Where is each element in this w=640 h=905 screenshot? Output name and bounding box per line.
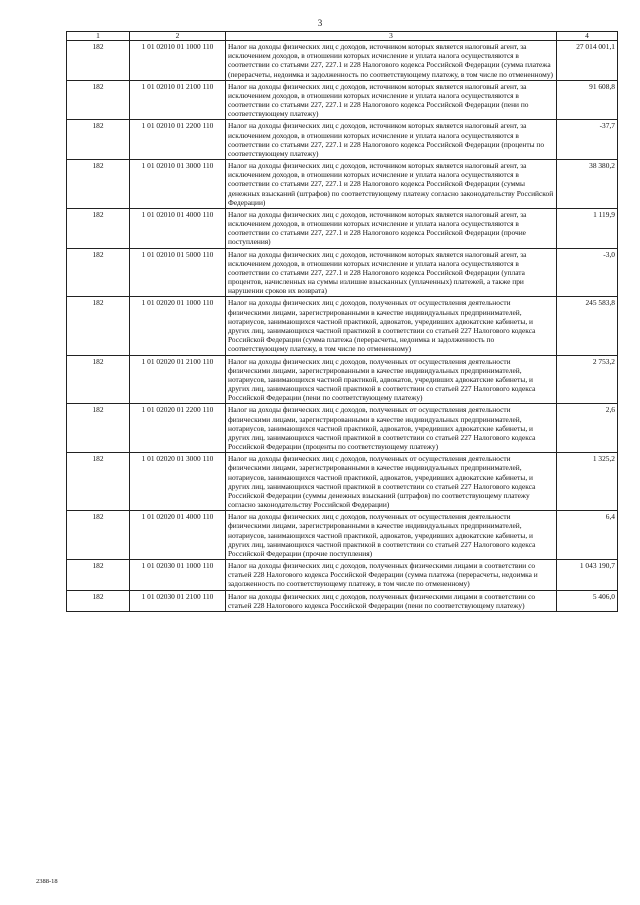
table-row <box>67 355 618 404</box>
table-row <box>67 453 618 511</box>
classification-code-cell: 1 01 02010 01 1000 110 <box>130 41 226 81</box>
document-code: 2388-18 <box>36 878 58 885</box>
table-row <box>67 511 618 560</box>
classification-code-cell: 1 01 02020 01 2200 110 <box>130 404 226 453</box>
revenue-description-cell: Налог на доходы физических лиц с доходов, источником которых является налоговый агент, за исключением доходов, в отношении которых исчисление и уплата налога осуществляются в соответствии со статьями 227, 227.1 и 228 Налогового кодекса Российской Федерации (уплата процентов, начисленных на суммы излишне взысканных (уплаченных) платежей, а также при нарушении сроков их возврата) <box>226 248 557 297</box>
revenue-description-cell: Налог на доходы физических лиц с доходов, источником которых является налоговый агент, за исключением доходов, в отношении которых исчисление и уплата налога осуществляются в соответствии со статьями 227, 227.1 и 228 Налогового кодекса Российской Федерации (проценты по соответствующему платежу) <box>226 120 557 160</box>
column-header-4: 4 <box>557 32 618 41</box>
amount-cell: 1 043 190,7 <box>557 560 618 591</box>
classification-code-cell: 1 01 02010 01 4000 110 <box>130 208 226 248</box>
revenue-table <box>66 31 618 612</box>
admin-code-cell: 182 <box>67 160 130 209</box>
table-row <box>67 297 618 355</box>
table-row <box>67 41 618 81</box>
admin-code-cell: 182 <box>67 297 130 355</box>
revenue-description-cell: Налог на доходы физических лиц с доходов, полученных от осуществления деятельности физическими лицами, зарегистрированными в качестве индивидуальных предпринимателей, нотариусов, занимающихся частной практикой, адвокатов, учредивших адвокатские кабинеты, и других лиц, занимающихся частной практикой в соответствии со статьей 227 Налогового кодекса Российской Федерации (пени по соответствующему платежу) <box>226 355 557 404</box>
classification-code-cell: 1 01 02020 01 3000 110 <box>130 453 226 511</box>
admin-code-cell: 182 <box>67 511 130 560</box>
admin-code-cell: 182 <box>67 560 130 591</box>
revenue-description-cell: Налог на доходы физических лиц с доходов, источником которых является налоговый агент, за исключением доходов, в отношении которых исчисление и уплата налога осуществляются в соответствии со статьями 227, 227.1 и 228 Налогового кодекса Российской Федерации (прочие поступления) <box>226 208 557 248</box>
table-row <box>67 404 618 453</box>
revenue-description-cell: Налог на доходы физических лиц с доходов, полученных физическими лицами в соответствии со статьей 228 Налогового кодекса Российской Федерации (сумма платежа (перерасчеты, недоимка и задолженность по соответствующему платежу, в том числе по отмененному) <box>226 560 557 591</box>
revenue-description-cell: Налог на доходы физических лиц с доходов, полученных физическими лицами в соответствии со статьей 228 Налогового кодекса Российской Федерации (пени по соответствующему платежу) <box>226 590 557 611</box>
classification-code-cell: 1 01 02010 01 3000 110 <box>130 160 226 209</box>
admin-code-cell: 182 <box>67 41 130 81</box>
amount-cell: 27 014 001,1 <box>557 41 618 81</box>
amount-cell: 91 608,8 <box>557 80 618 120</box>
revenue-description-cell: Налог на доходы физических лиц с доходов, источником которых является налоговый агент, за исключением доходов, в отношении которых исчисление и уплата налога осуществляются в соответствии со статьями 227, 227.1 и 228 Налогового кодекса Российской Федерации (суммы денежных взысканий (штрафов) по соответствующему платежу согласно законодательству Российской Федерации) <box>226 160 557 209</box>
admin-code-cell: 182 <box>67 590 130 611</box>
amount-cell: 1 325,2 <box>557 453 618 511</box>
revenue-description-cell: Налог на доходы физических лиц с доходов, источником которых является налоговый агент, за исключением доходов, в отношении которых исчисление и уплата налога осуществляются в соответствии со статьями 227, 227.1 и 228 Налогового кодекса Российской Федерации (сумма платежа (перерасчеты, недоимка и задолженность по соответствующему платежу, в том числе по отмененному) <box>226 41 557 81</box>
amount-cell: -37,7 <box>557 120 618 160</box>
admin-code-cell: 182 <box>67 453 130 511</box>
page-number: 3 <box>317 18 323 28</box>
admin-code-cell: 182 <box>67 248 130 297</box>
classification-code-cell: 1 01 02020 01 4000 110 <box>130 511 226 560</box>
amount-cell: 38 380,2 <box>557 160 618 209</box>
revenue-description-cell: Налог на доходы физических лиц с доходов, полученных от осуществления деятельности физическими лицами, зарегистрированными в качестве индивидуальных предпринимателей, нотариусов, занимающихся частной практикой, адвокатов, учредивших адвокатские кабинеты, и других лиц, занимающихся частной практикой в соответствии со статьей 227 Налогового кодекса Российской Федерации (прочие поступления) <box>226 511 557 560</box>
classification-code-cell: 1 01 02030 01 1000 110 <box>130 560 226 591</box>
column-header-1: 1 <box>67 32 130 41</box>
admin-code-cell: 182 <box>67 120 130 160</box>
table-row <box>67 248 618 297</box>
classification-code-cell: 1 01 02020 01 2100 110 <box>130 355 226 404</box>
amount-cell: 2,6 <box>557 404 618 453</box>
revenue-description-cell: Налог на доходы физических лиц с доходов, источником которых является налоговый агент, за исключением доходов, в отношении которых исчисление и уплата налога осуществляются в соответствии со статьями 227, 227.1 и 228 Налогового кодекса Российской Федерации (пени по соответствующему платежу) <box>226 80 557 120</box>
table-row <box>67 120 618 160</box>
revenue-description-cell: Налог на доходы физических лиц с доходов, полученных от осуществления деятельности физическими лицами, зарегистрированными в качестве индивидуальных предпринимателей, нотариусов, занимающихся частной практикой, адвокатов, учредивших адвокатские кабинеты, и других лиц, занимающихся частной практикой в соответствии со статьей 227 Налогового кодекса Российской Федерации (проценты по соответствующему платежу) <box>226 404 557 453</box>
amount-cell: 1 119,9 <box>557 208 618 248</box>
table-header-row <box>67 32 618 41</box>
amount-cell: 245 583,8 <box>557 297 618 355</box>
admin-code-cell: 182 <box>67 80 130 120</box>
admin-code-cell: 182 <box>67 404 130 453</box>
revenue-description-cell: Налог на доходы физических лиц с доходов, полученных от осуществления деятельности физическими лицами, зарегистрированными в качестве индивидуальных предпринимателей, нотариусов, занимающихся частной практикой, адвокатов, учредивших адвокатские кабинеты, и других лиц, занимающихся частной практикой в соответствии со статьей 227 Налогового кодекса Российской Федерации (сумма платежа (перерасчеты, недоимка и задолженность по соответствующему платежу, в том числе по отмененному) <box>226 297 557 355</box>
table-row <box>67 560 618 591</box>
table-row <box>67 590 618 611</box>
table-row <box>67 80 618 120</box>
table-row <box>67 160 618 209</box>
classification-code-cell: 1 01 02010 01 2200 110 <box>130 120 226 160</box>
classification-code-cell: 1 01 02010 01 5000 110 <box>130 248 226 297</box>
admin-code-cell: 182 <box>67 355 130 404</box>
revenue-description-cell: Налог на доходы физических лиц с доходов, полученных от осуществления деятельности физическими лицами, зарегистрированными в качестве индивидуальных предпринимателей, нотариусов, занимающихся частной практикой, адвокатов, учредивших адвокатские кабинеты, и других лиц, занимающихся частной практикой в соответствии со статьей 227 Налогового кодекса Российской Федерации (суммы денежных взысканий (штрафов) по соответствующему платежу согласно законодательству Российской Федерации) <box>226 453 557 511</box>
amount-cell: 2 753,2 <box>557 355 618 404</box>
column-header-2: 2 <box>130 32 226 41</box>
amount-cell: 5 406,0 <box>557 590 618 611</box>
classification-code-cell: 1 01 02030 01 2100 110 <box>130 590 226 611</box>
classification-code-cell: 1 01 02020 01 1000 110 <box>130 297 226 355</box>
admin-code-cell: 182 <box>67 208 130 248</box>
amount-cell: -3,0 <box>557 248 618 297</box>
table-row <box>67 208 618 248</box>
classification-code-cell: 1 01 02010 01 2100 110 <box>130 80 226 120</box>
column-header-3: 3 <box>226 32 557 41</box>
amount-cell: 6,4 <box>557 511 618 560</box>
